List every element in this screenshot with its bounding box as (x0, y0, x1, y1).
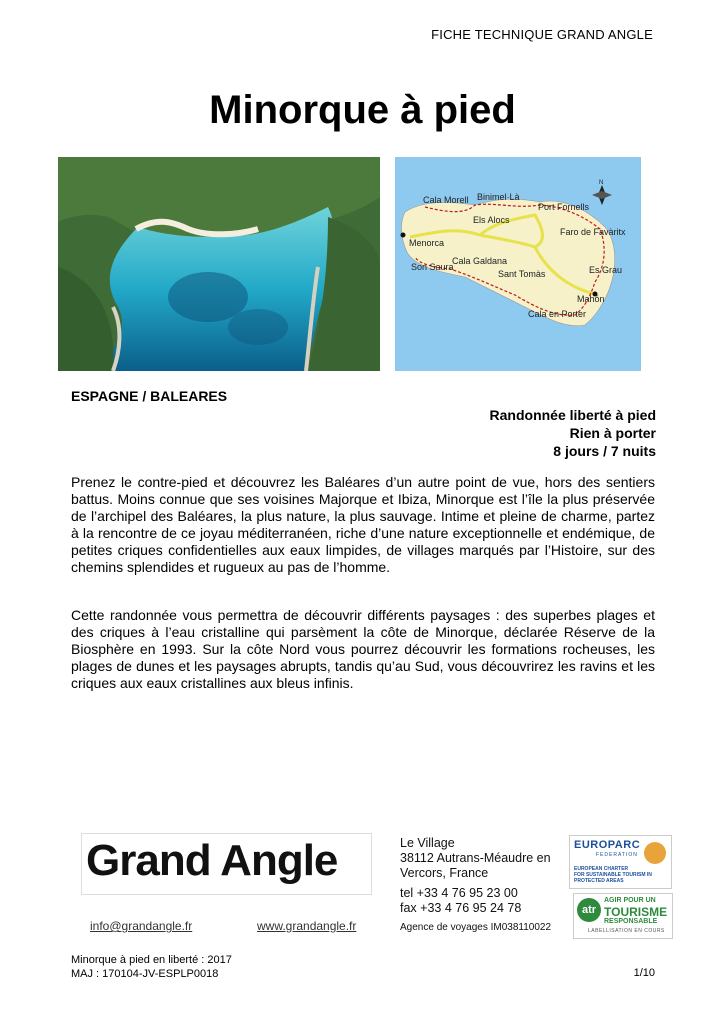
map-label-mahon: Mahón (577, 294, 605, 304)
landscape-paragraph: Cette randonnée vous permettra de découvrir différents paysages : des superbes plages et des criques à l’eau cristalline qui parsèment la côte de Minorque, déclarée Réserve de la Biosphère en 1993. Sur la côte Nord vous pourrez découvrir les formations rocheuses, les plages de dunes et les paysages abrupts, tandis qu’au Sud, vous découvrirez les ravins et les criques aux eaux cristallines aux bleus infinis. (71, 607, 655, 691)
europarc-line-3: PROTECTED AREAS (574, 878, 624, 884)
company-address (400, 836, 551, 881)
agency-license: Agence de voyages IM038110022 (400, 922, 552, 933)
trip-duration: 8 jours / 7 nuits (553, 443, 656, 459)
atr-line-3: RESPONSABLE (604, 918, 658, 925)
map-illustration (395, 157, 641, 371)
atr-badge (573, 893, 673, 939)
atr-line-4: LABELLISATION EN COURS (588, 928, 665, 934)
footer-line-2: MAJ : 170104-JV-ESPLP0018 (71, 968, 219, 980)
map-label-cala-galdana: Cala Galdana (452, 256, 508, 266)
map-label-faro-favaritx: Faro de Favàritx (560, 227, 626, 237)
menorca-route-map (395, 157, 641, 371)
map-label-sant-tomas: Sant Tomàs (498, 269, 546, 279)
atr-line-1: AGIR POUR UN (604, 897, 656, 904)
address-line-3: Vercors, France (400, 866, 489, 880)
company-phones (400, 886, 521, 916)
intro-paragraph: Prenez le contre-pied et découvrez les Baléares d’un autre point de vue, hors des sentiers battus. Moins connue que ses voisines Majorque et Ibiza, Minorque est l’île la plus préservée de l’archipel des Baléares, la plus nature, la plus sauvage. Intime et pleine de charme, partez à la rencontre de ce joyau méditerranéen, riche d’une nature exceptionnelle et endémique, de petites criques confidentielles aux eaux limpides, de villages marqués par l’Histoire, sur des chemins splendides et rugueux au pas de l’homme. (71, 474, 655, 575)
trip-type: Randonnée liberté à pied (489, 407, 656, 423)
europarc-badge (569, 835, 672, 889)
europarc-line-2: FOR SUSTAINABLE TOURISM IN (574, 872, 652, 878)
europarc-emblem-icon (644, 842, 666, 864)
trip-region: ESPAGNE / BALEARES (71, 388, 228, 404)
atr-line-2: TOURISME (604, 905, 668, 919)
page-number: 1/10 (633, 967, 655, 979)
website-link[interactable]: www.grandangle.fr (257, 919, 357, 933)
europarc-federation: FEDERATION (596, 852, 638, 858)
cove-aerial-photo (58, 157, 380, 371)
map-label-port-fornells: Port Fornells (538, 202, 590, 212)
map-label-els-alocs: Els Alocs (473, 215, 510, 225)
map-label-son-saura: Son Saura (411, 262, 454, 272)
footer-line-1: Minorque à pied en liberté : 2017 (71, 954, 232, 966)
atr-logo-icon: atr (577, 898, 601, 922)
grand-angle-logo: Grand Angle (86, 836, 338, 885)
trip-luggage: Rien à porter (569, 425, 656, 441)
map-label-es-grau: Es Grau (589, 265, 623, 275)
fax-number: fax +33 4 76 95 24 78 (400, 901, 522, 915)
address-line-2: 38112 Autrans-Méaudre en (400, 851, 551, 865)
europarc-title: EUROPARC (574, 839, 641, 851)
page-footer (71, 953, 232, 981)
map-label-cala-en-porter: Cala en Porter (528, 309, 587, 319)
page-title: Minorque à pied (209, 88, 516, 132)
compass-icon (592, 180, 612, 205)
compass-north-label: N (599, 180, 604, 186)
phone-number: tel +33 4 76 95 23 00 (400, 886, 518, 900)
map-label-menorca: Menorca (409, 238, 445, 248)
trip-summary (490, 406, 656, 460)
europarc-line-1: EUROPEAN CHARTER (574, 866, 629, 872)
europarc-charter-text (574, 866, 652, 884)
email-link[interactable]: info@grandangle.fr (90, 919, 193, 933)
map-label-binimel-la: Binimel·Là (477, 192, 520, 202)
map-label-cala-morell: Cala Morell (423, 195, 469, 205)
address-line-1: Le Village (400, 836, 455, 850)
cove-photo-illustration (58, 157, 380, 371)
document-header-label: FICHE TECHNIQUE GRAND ANGLE (431, 27, 653, 42)
